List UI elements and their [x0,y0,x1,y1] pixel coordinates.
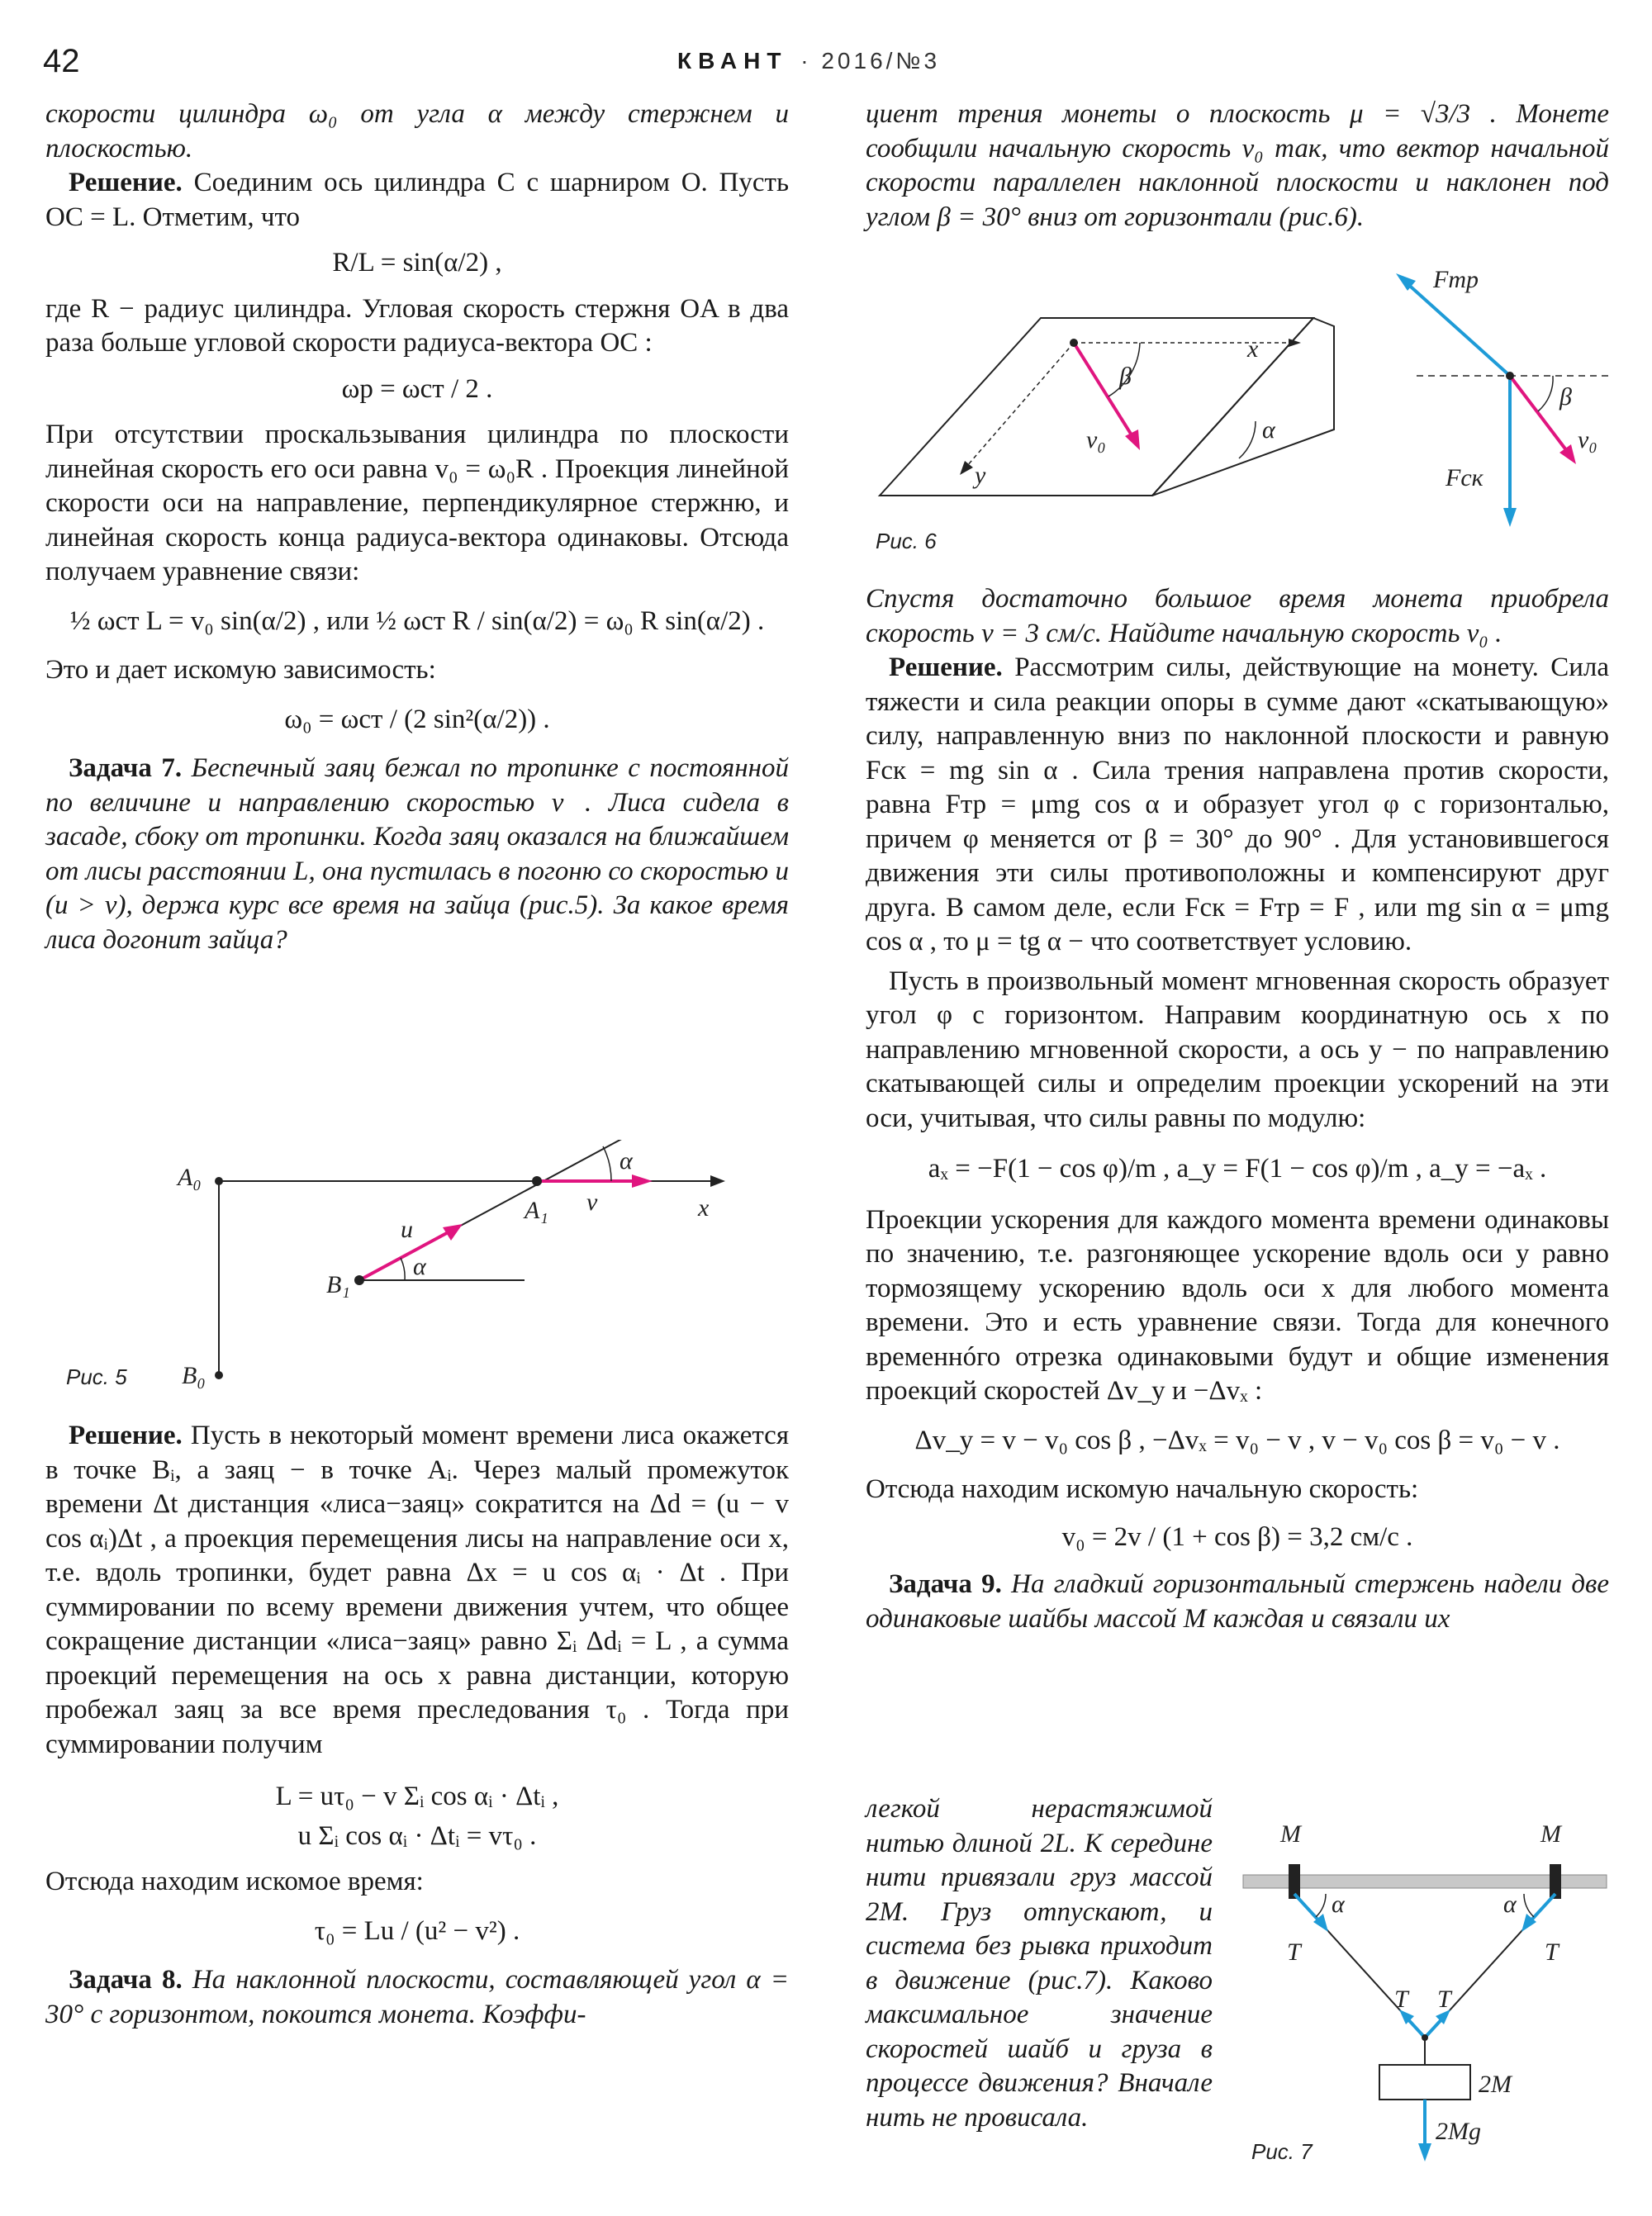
solution-label: Решение. [889,652,1003,682]
task-label: Задача 9. [889,1569,1002,1599]
label-weight: 2Mg [1436,2118,1481,2145]
label-mass: 2M [1479,2071,1512,2098]
equation-4: ω₀ = ωст / (2 sin²(α/2)) . [284,704,550,734]
left-column-top [45,97,789,957]
task-text: легкой нерастяжимой нитью длиной 2L. К середине нити привязали груз массой 2M. Груз отпускают, и система без рывка приходит в движение (рис.7). Каково максимальное значение скоростей шайб и груза в процессе движения? Вначале нить не провисала. [866,1794,1213,2133]
label-beta: β [1119,363,1132,390]
label-u: u [401,1216,413,1243]
equation-8: aₓ = −F(1 − cos φ)/m , a_y = F(1 − cos φ)/m , a_y = −aₓ . [928,1154,1547,1184]
label-alpha: α [620,1147,633,1174]
figure-6-caption: Рис. 6 [876,529,937,553]
left-column-bottom [45,1419,789,2032]
equation-2: ωр = ωст / 2 . [341,373,493,404]
label-t: T [1545,1938,1559,1966]
running-header [677,48,940,74]
label-m: M [1540,1820,1561,1848]
paragraph: Отсюда находим искомую начальную скорость: [866,1474,1419,1504]
label-v0: v₀ [1578,426,1597,453]
issue: · 2016/№3 [800,48,941,74]
right-column-top [866,97,1609,235]
figure-5-caption: Рис. 5 [66,1364,127,1389]
equation-3: ½ ωст L = v₀ sin(α/2) , или ½ ωст R / sin(α/2) = ω₀ R sin(α/2) . [69,605,765,636]
label-m: M [1280,1820,1301,1848]
label-beta: β [1559,383,1572,410]
label-alpha: α [1332,1891,1345,1918]
paragraph: Проекции ускорения для каждого момента времени одинаковы по значению, т.е. разгоняющее ускорение вдоль оси y равно тормозящему ускорению вдоль оси x для любого момента времени. Это и есть уравнение связи. Тогда для конечного временнóго отрезка одинаковыми будут и общие изменения проекций скоростей Δv_y и −Δvₓ : [866,1204,1609,1406]
intro-paragraph: скорости цилиндра ω₀ от угла α между стержнем и плоскостью. [45,99,789,164]
figure-5 [50,1140,793,1404]
paragraph: где R − радиус цилиндра. Угловая скорость стержня OA в два раза больше угловой скорости радиуса-вектора OC : [45,293,789,358]
journal-name: КВАНТ [677,48,788,74]
equation-1: R/L = sin(α/2) , [332,248,502,278]
label-b0: B₀ [182,1362,206,1389]
task-continuation: Спустя достаточно большое время монета приобрела скорость v = 3 см/с. Найдите начальную скорость v₀ . [866,584,1609,648]
label-x: x [698,1194,710,1222]
label-f-sliding: Fск [1446,464,1483,491]
task-text: На наклонной плоскости, составляющей угол α = 30° с горизонтом, покоится монета. Коэффи- [45,1965,790,2029]
label-t: T [1287,1938,1301,1966]
paragraph: Пусть в произвольный момент мгновенная скорость образует угол φ с горизонтом. Направим координатную ось x по направлению мгновенной скорости, а ось y − по направлению скатывающей силы и определим проекции ускорений на эти оси, учитывая, что силы равны по модулю: [866,966,1609,1133]
task-text: На гладкий горизонтальный стержень надели две одинаковые шайбы массой M каждая и связали их [866,1569,1610,1634]
solution-label: Решение. [69,168,183,197]
equation-6: u Σᵢ cos αᵢ · Δtᵢ = vτ₀ . [297,1820,537,1851]
equation-10: v₀ = 2v / (1 + cos β) = 3,2 см/с . [1061,1521,1413,1552]
figure-7 [1231,1796,1619,2168]
page-number: 42 [43,43,80,79]
paragraph: Это и дает искомую зависимость: [45,655,436,685]
equation-9: Δv_y = v − v₀ cos β , −Δvₓ = v₀ − v , v − v₀ cos β = v₀ − v . [914,1425,1560,1455]
label-alpha: α [1503,1891,1517,1918]
label-f-friction: Fтр [1433,266,1479,293]
right-column-middle [866,582,1609,1636]
task-label: Задача 8. [69,1965,183,1995]
label-v0: v₀ [1086,426,1106,453]
label-v: v [586,1189,598,1216]
task-continuation: циент трения монеты о плоскость μ = √3/3 . Монете сообщили начальную скорость v₀ так, что вектор начальной скорости параллелен наклонной плоскости и наклонен под углом β = 30° вниз от горизонтали (рис.6). [866,99,1609,232]
label-alpha: α [413,1253,426,1280]
solution-text: Соединим ось цилиндра C с шарниром O. Пусть OC = L. Отметим, что [45,168,790,232]
solution-label: Решение. [69,1421,183,1450]
paragraph: При отсутствии проскальзывания цилиндра по плоскости линейная скорость его оси равна v₀ = ω₀R . Проекция линейной скорости оси на направление, перпендикулярное стержню, и линейная скорость конца радиуса-вектора одинаковы. Отсюда получаем уравнение связи: [45,420,789,586]
paragraph: Отсюда находим искомое время: [45,1867,424,1896]
label-b1: B₁ [326,1271,350,1298]
label-a0: A₀ [178,1164,202,1191]
solution-text: Пусть в некоторый момент времени лиса окажется в точке Bᵢ, а заяц − в точке Aᵢ. Через малый промежуток времени Δt дистанция «лиса−заяц» сократится на Δd = (u − v cos αᵢ)Δt , а проекция перемещения лисы на направление оси x, т.е. вдоль тропинки, будет равна Δx = u cos αᵢ · Δt . При суммировании по всему времени движения учтем, что общее сокращение дистанции «лиса−заяц» равно Σᵢ Δdᵢ = L , а сумма проекций перемещения на ось x равна дистанции, которую пробежал заяц за все время преследования τ₀ . Тогда при суммировании получим [45,1421,789,1759]
task-text: Беспечный заяц бежал по тропинке с постоянной по величине и направлению скоростью v⃗. Лиса сидела в засаде, сбоку от тропинки. Когда заяц оказался на ближайшем от лисы расстоянии L, она пустилась в погоню со скоростью u (u > v), держа курс все время на зайца (рис.5). За какое время лиса догонит зайца? [45,753,790,955]
figure-6 [867,264,1619,537]
equation-5: L = uτ₀ − v Σᵢ cos αᵢ · Δtᵢ , [275,1782,559,1811]
label-alpha: α [1262,416,1275,444]
solution-text: Рассмотрим силы, действующие на монету. Сила тяжести и сила реакции опоры в сумме дают «скатывающую» силу, направленную вниз по наклонной плоскости и равную Fск = mg sin α . Сила трения направлена против скорости, равна Fтр = μmg cos α и образует угол φ с горизонталью, причем φ меняется от β = 30° до 90° . Для установившегося движения эти силы противоположны и компенсируют друг друга. В самом деле, если Fск = Fтр = F , или mg sin α = μmg cos α , то μ = tg α − что соответствует условию. [866,652,1610,956]
equation-7: τ₀ = Lu / (u² − v²) . [314,1915,520,1946]
figure-7-caption: Рис. 7 [1251,2139,1313,2164]
label-t: T [1437,1986,1451,2013]
label-t: T [1394,1986,1408,2013]
task-label: Задача 7. [69,753,183,783]
label-x: x [1247,335,1259,363]
label-y: y [975,462,986,489]
label-a1: A₁ [525,1197,548,1224]
task-9-wrap-text [866,1792,1213,2135]
